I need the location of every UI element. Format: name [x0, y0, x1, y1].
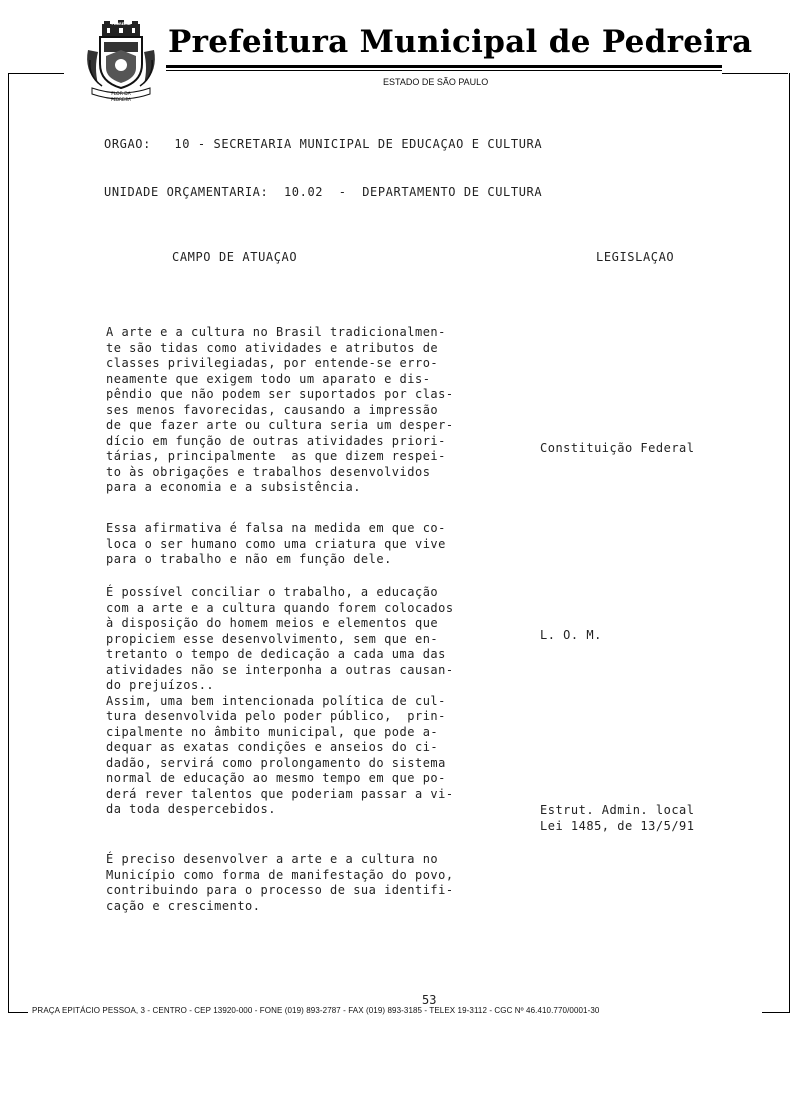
- text-line: Essa afirmativa é falsa na medida em que co-: [106, 521, 446, 535]
- text-line: A arte e a cultura no Brasil tradicionalmen-: [106, 325, 446, 339]
- paragraph-3: [106, 585, 454, 818]
- text-line: to às obrigações e trabalhos desenvolvidos: [106, 464, 431, 479]
- paragraph-4: [106, 852, 454, 914]
- text-line: derá rever talentos que poderiam passar a vi-: [106, 786, 454, 801]
- text-line: classes privilegiadas, por entende-se erro-: [106, 356, 439, 370]
- text-line: à disposição do homem meios e elementos que: [106, 616, 439, 630]
- state-subtitle: ESTADO DE SÃO PAULO: [383, 77, 489, 87]
- text-line: Município como forma de manifestação do povo,: [106, 867, 454, 882]
- text-line: contribuindo para o processo de sua identifi-: [106, 883, 454, 897]
- text-line: propiciem esse desenvolvimento, sem que en-: [106, 631, 439, 646]
- unidade-line: UNIDADE ORÇAMENTARIA: 10.02 - DEPARTAMENTO DE CULTURA: [104, 185, 543, 199]
- text-line: ses menos favorecidas, causando a impressão: [106, 402, 439, 417]
- text-line: dequar as exatas condições e anseios do ci-: [106, 740, 439, 754]
- crest-motto2: PEDREIRA: [111, 97, 131, 102]
- text-line: dício em função de outras atividades priori-: [106, 433, 446, 448]
- text-line: tura desenvolvida pelo poder público, prin-: [106, 709, 446, 723]
- legislation-estrut-line1: Estrut. Admin. local: [540, 803, 695, 817]
- paragraph-1: [106, 325, 454, 496]
- title-underline-thin: [166, 70, 722, 71]
- text-line: neamente que exigem todo um aparato e dis-: [106, 371, 431, 386]
- legislation-estrut-line2: Lei 1485, de 13/5/91: [540, 819, 695, 833]
- paragraph-2: [106, 521, 446, 568]
- legislation-lom: L. O. M.: [540, 628, 602, 642]
- page-title: Prefeitura Municipal de Pedreira: [168, 24, 753, 60]
- text-line: Assim, uma bem intencionada política de cul-: [106, 693, 446, 708]
- frame-line: [762, 1012, 790, 1013]
- orgao-line: ORGAO: 10 - SECRETARIA MUNICIPAL DE EDUCAÇAO E CULTURA: [104, 137, 543, 151]
- text-line: loca o ser humano como uma criatura que vive: [106, 536, 446, 551]
- text-line: de que fazer arte ou cultura seria um desper-: [106, 418, 454, 432]
- legislation-estrut: [540, 802, 695, 834]
- text-line: tretanto o tempo de dedicação a cada uma das: [106, 647, 446, 661]
- text-line: normal de educação ao mesmo tempo em que po-: [106, 771, 446, 785]
- frame-line: [8, 1012, 28, 1013]
- frame-line: [789, 73, 790, 1012]
- crest-motto: FLOR DA: [111, 92, 131, 97]
- text-line: para o trabalho e não em função dele.: [106, 552, 392, 566]
- column-heading-legislacao: LEGISLAÇAO: [596, 250, 675, 264]
- text-line: te são tidas como atividades e atributos de: [106, 340, 439, 355]
- text-line: É preciso desenvolver a arte e a cultura no: [106, 852, 439, 866]
- footer-address: PRAÇA EPITÁCIO PESSOA, 3 - CENTRO - CEP 13920-000 - FONE (019) 893-2787 - FAX (019) 893-3185 - TELEX 19-3112 - CGC Nº 46.410.770/0001-30: [32, 1006, 600, 1015]
- text-line: tárias, principalmente as que dizem respei-: [106, 449, 446, 463]
- text-line: pêndio que não podem ser suportados por clas-: [106, 387, 454, 401]
- text-line: da toda despercebidos.: [106, 802, 276, 816]
- frame-line: [8, 73, 9, 1012]
- text-line: dadão, servirá como prolongamento do sistema: [106, 755, 446, 770]
- legislation-cf: Constituição Federal: [540, 441, 695, 455]
- title-underline-thick: [166, 65, 722, 68]
- text-line: É possível conciliar o trabalho, a educação: [106, 585, 439, 599]
- city-crest-logo: [80, 20, 162, 102]
- frame-line: [8, 73, 64, 74]
- text-line: atividades não se interponha a outras causan-: [106, 662, 454, 677]
- crest-banner: PEDREIRA: [111, 22, 131, 27]
- frame-line: [722, 73, 788, 74]
- page-number: 53: [422, 993, 437, 1007]
- column-heading-campo: CAMPO DE ATUAÇAO: [172, 250, 298, 264]
- text-line: cipalmente no âmbito municipal, que pode a-: [106, 724, 439, 739]
- text-line: cação e crescimento.: [106, 898, 261, 913]
- text-line: para a economia e a subsistência.: [106, 480, 361, 494]
- text-line: com a arte e a cultura quando forem colocados: [106, 600, 454, 615]
- text-line: do prejuízos..: [106, 678, 215, 692]
